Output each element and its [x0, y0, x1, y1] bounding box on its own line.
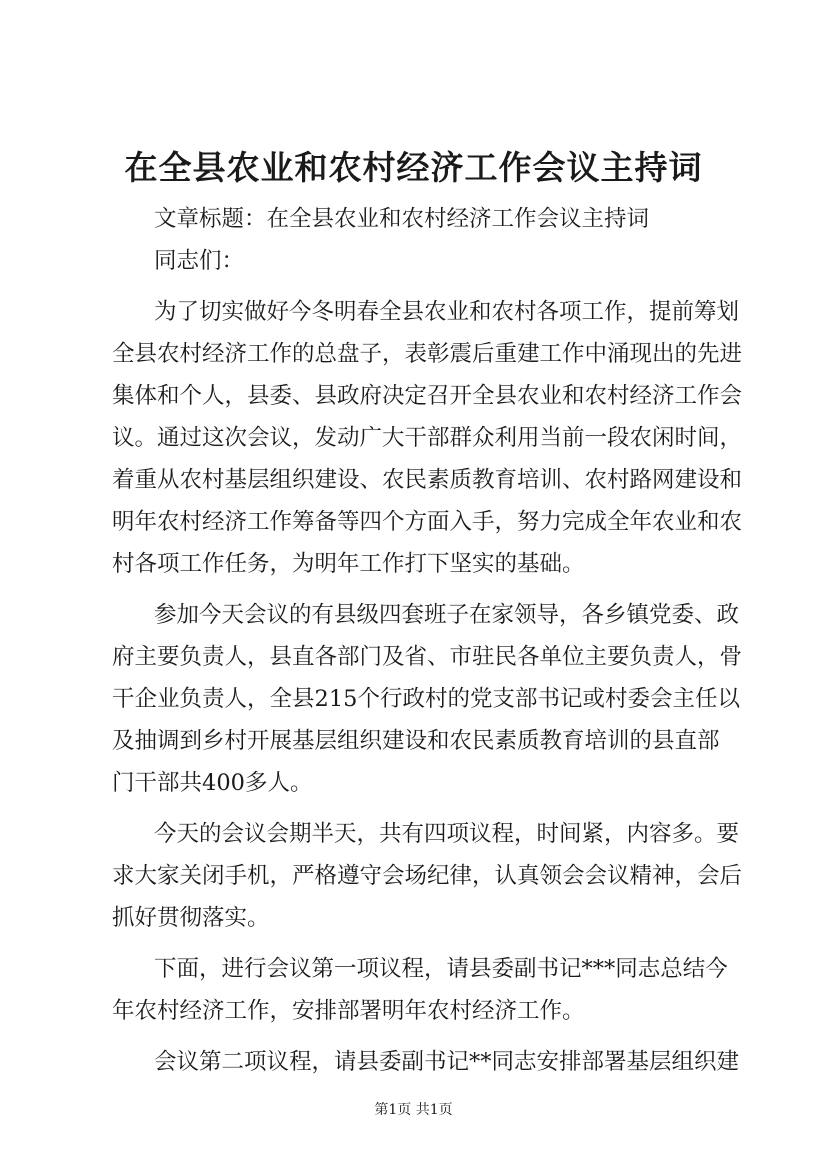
paragraph-line: 为了切实做好今冬明春全县农业和农村各项工作，提前筹划 — [154, 299, 740, 325]
document-title: 在全县农业和农村经济工作会议主持词 — [124, 148, 703, 187]
paragraph-line: 着重从农村基层组织建设、农民素质教育培训、农村路网建设和 — [112, 467, 743, 493]
paragraph-line: 求大家关闭手机，严格遵守会场纪律，认真领会会议精神，会后 — [112, 863, 743, 889]
paragraph-1 — [112, 291, 743, 585]
paragraph-line: 全县农村经济工作的总盘子，表彰震后重建工作中涌现出的先进 — [112, 341, 743, 367]
article-title-line: 文章标题：在全县农业和农村经济工作会议主持词 — [154, 206, 650, 232]
paragraph-line: 下面，进行会议第一项议程，请县委副书记***同志总结今 — [154, 956, 728, 982]
paragraph-line: 集体和个人，县委、县政府决定召开全县农业和农村经济工作会 — [112, 383, 743, 409]
paragraph-2 — [112, 594, 743, 804]
page-footer: 第1页 共1页 — [374, 1102, 453, 1118]
paragraph-line: 府主要负责人，县直各部门及省、市驻民各单位主要负责人，骨 — [112, 644, 743, 670]
paragraph-line: 议。通过这次会议，发动广大干部群众利用当前一段农闲时间， — [112, 425, 743, 451]
paragraph-line: 今天的会议会期半天，共有四项议程，时间紧，内容多。要 — [154, 821, 740, 847]
paragraph-4 — [112, 948, 732, 1032]
paragraph-line: 门干部共400多人。 — [112, 770, 313, 796]
salutation-line: 同志们： — [154, 248, 245, 274]
paragraph-line: 及抽调到乡村开展基层组织建设和农民素质教育培训的县直部 — [112, 728, 720, 754]
paragraph-line: 明年农村经济工作筹备等四个方面入手，努力完成全年农业和农 — [112, 509, 743, 535]
paragraph-line: 抓好贯彻落实。 — [112, 905, 270, 931]
paragraph-3 — [112, 813, 743, 939]
paragraph-line: 年农村经济工作，安排部署明年农村经济工作。 — [112, 998, 585, 1024]
paragraph-5 — [112, 1041, 740, 1083]
paragraph-line: 干企业负责人，全县215个行政村的党支部书记或村委会主任以 — [112, 686, 740, 712]
paragraph-line: 参加今天会议的有县级四套班子在家领导，各乡镇党委、政 — [154, 602, 740, 628]
paragraph-line: 会议第二项议程，请县委副书记**同志安排部署基层组织建 — [154, 1049, 740, 1075]
paragraph-line: 村各项工作任务，为明年工作打下坚实的基础。 — [112, 551, 585, 577]
document-body — [112, 198, 743, 1083]
